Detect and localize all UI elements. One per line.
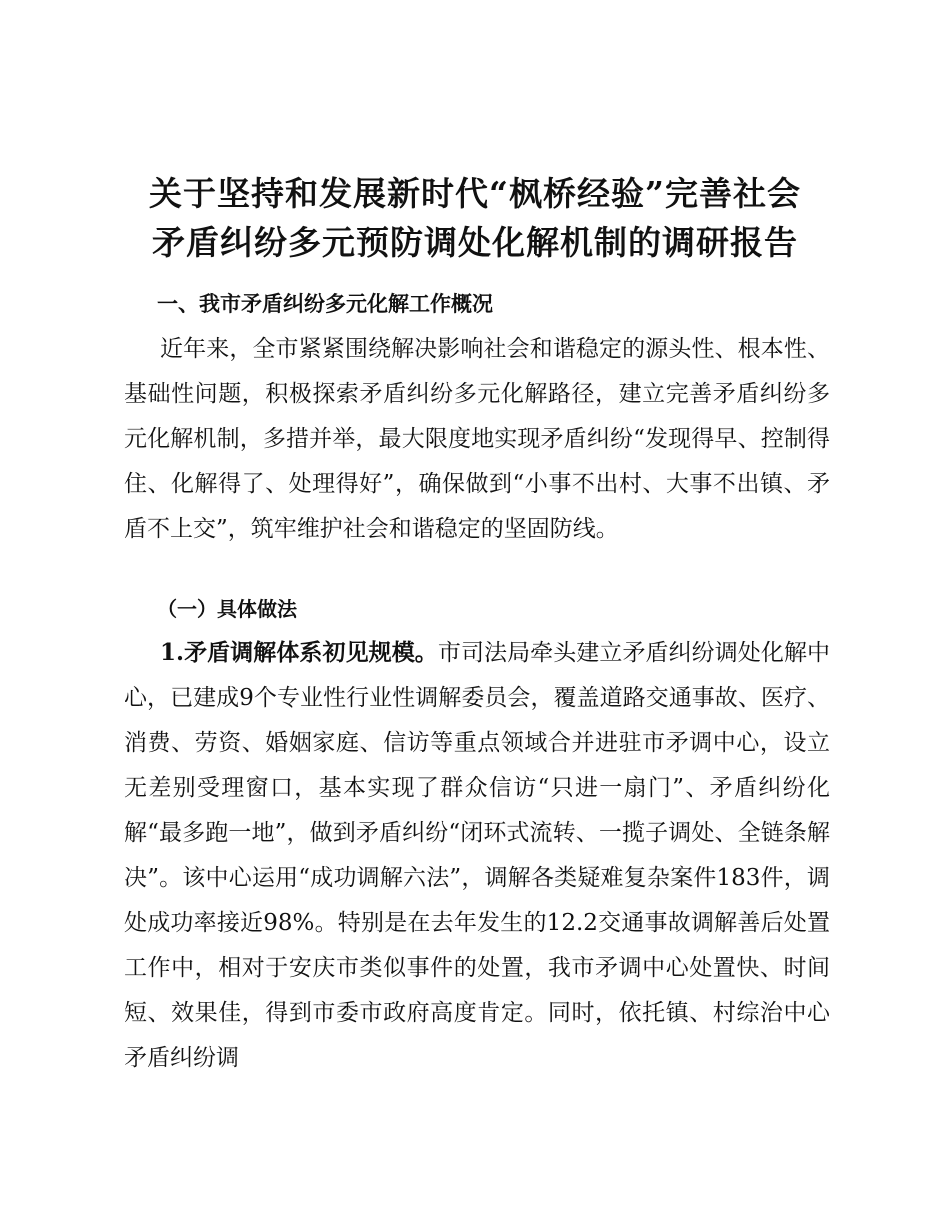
item-1-text: 市司法局牵头建立矛盾纠纷调处化解中心，已建成9个专业性行业性调解委员会，覆盖道路交通事故、医疗、消费、劳资、婚姻家庭、信访等重点领域合并进驻市矛调中心，设立无差别受理窗口，基本实现了群众信访“只进一扇门”、矛盾纠纷化解“最多跑一地”，做到矛盾纠纷“闭环式流转、一揽子调处、全链条解决”。该中心运用“成功调解六法”，调解各类疑难复杂案件183件，调处成功率接近98%。特别是在去年发生的12.2交通事故调解善后处置工作中，相对于安庆市类似事件的处置，我市矛调中心处置快、时间短、效果佳，得到市委市政府高度肯定。同时，依托镇、村综治中心矛盾纠纷调 (124, 640, 831, 1071)
report-title-line-2: 矛盾纠纷多元预防调处化解机制的调研报告 (152, 223, 798, 262)
intro-paragraph (124, 327, 830, 552)
report-title-line-1: 关于坚持和发展新时代“枫桥经验”完善社会 (149, 174, 801, 213)
item-1-paragraph (124, 630, 830, 1081)
item-1-lead: 1.矛盾调解体系初见规模。 (160, 639, 438, 666)
subsection-heading: （一）具体做法 (157, 597, 297, 621)
intro-paragraph-text: 近年来，全市紧紧围绕解决影响社会和谐稳定的源头性、根本性、基础性问题，积极探索矛盾纠纷多元化解路径，建立完善矛盾纠纷多元化解机制，多措并举，最大限度地实现矛盾纠纷“发现得早、控制得住、化解得了、处理得好”，确保做到“小事不出村、大事不出镇、矛盾不上交”，筑牢维护社会和谐稳定的坚固防线。 (124, 336, 830, 542)
section-heading: 一、我市矛盾纠纷多元化解工作概况 (157, 292, 493, 316)
